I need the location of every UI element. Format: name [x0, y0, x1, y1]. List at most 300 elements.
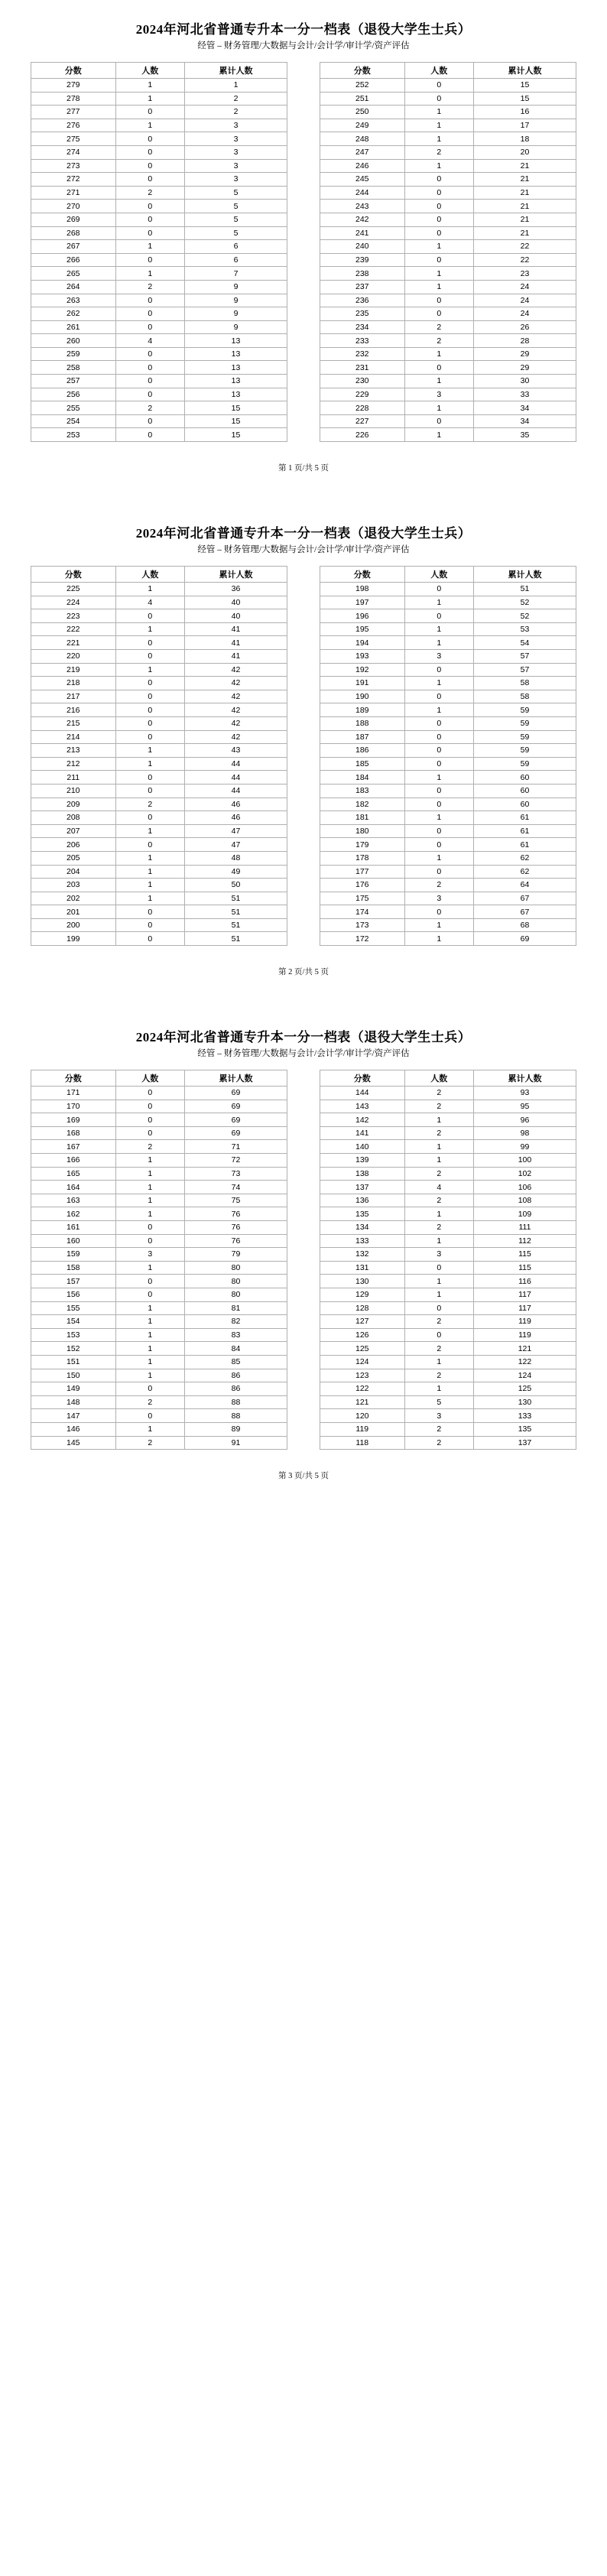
- cell-cumulative: 42: [184, 703, 287, 717]
- cell-score: 240: [320, 240, 405, 254]
- cell-count: 2: [404, 1167, 473, 1181]
- cell-score: 154: [31, 1315, 116, 1329]
- cell-cumulative: 109: [473, 1207, 576, 1221]
- table-row: [320, 1395, 576, 1409]
- cell-cumulative: 69: [473, 932, 576, 946]
- cell-score: 212: [31, 757, 116, 771]
- cell-count: 1: [115, 267, 184, 281]
- cell-cumulative: 21: [473, 186, 576, 200]
- cell-count: 1: [115, 879, 184, 892]
- cell-cumulative: 102: [473, 1167, 576, 1181]
- cell-cumulative: 84: [184, 1342, 287, 1356]
- cell-cumulative: 116: [473, 1275, 576, 1288]
- table-row: [31, 663, 287, 677]
- table-row: [31, 1301, 287, 1315]
- cell-score: 171: [31, 1087, 116, 1100]
- cell-score: 193: [320, 650, 405, 664]
- cell-cumulative: 124: [473, 1369, 576, 1382]
- table-row: [320, 690, 576, 703]
- cell-count: 2: [404, 1126, 473, 1140]
- cell-score: 273: [31, 159, 116, 173]
- cell-count: 0: [404, 716, 473, 730]
- cell-count: 1: [404, 401, 473, 415]
- table-row: [320, 375, 576, 388]
- cell-score: 217: [31, 690, 116, 703]
- cell-score: 261: [31, 320, 116, 334]
- cell-cumulative: 89: [184, 1422, 287, 1436]
- cell-count: 1: [404, 106, 473, 119]
- cell-cumulative: 86: [184, 1369, 287, 1382]
- table-row: [320, 1288, 576, 1301]
- cell-cumulative: 58: [473, 677, 576, 690]
- cell-score: 174: [320, 905, 405, 919]
- cell-cumulative: 50: [184, 879, 287, 892]
- table-row: [320, 771, 576, 784]
- table-row: [31, 865, 287, 879]
- column-header: 人数: [404, 63, 473, 79]
- table-row: [320, 650, 576, 664]
- cell-count: 2: [115, 401, 184, 415]
- table-row: [320, 401, 576, 415]
- cell-score: 214: [31, 730, 116, 744]
- tables-container: [31, 62, 576, 442]
- cell-score: 232: [320, 347, 405, 361]
- cell-score: 123: [320, 1369, 405, 1382]
- cell-cumulative: 108: [473, 1194, 576, 1207]
- cell-cumulative: 3: [184, 145, 287, 159]
- cell-count: 0: [404, 414, 473, 428]
- cell-cumulative: 80: [184, 1288, 287, 1301]
- cell-score: 187: [320, 730, 405, 744]
- cell-count: 0: [404, 730, 473, 744]
- cell-score: 241: [320, 226, 405, 240]
- table-row: [320, 92, 576, 106]
- cell-score: 127: [320, 1315, 405, 1329]
- cell-cumulative: 111: [473, 1221, 576, 1235]
- table-row: [31, 1140, 287, 1154]
- cell-score: 255: [31, 401, 116, 415]
- cell-score: 162: [31, 1207, 116, 1221]
- cell-count: 4: [115, 596, 184, 609]
- cell-count: 0: [404, 757, 473, 771]
- cell-count: 3: [404, 388, 473, 401]
- cell-cumulative: 13: [184, 388, 287, 401]
- table-row: [31, 1409, 287, 1423]
- page-footer: 第 1 页/共 5 页: [278, 464, 329, 473]
- cell-count: 0: [115, 226, 184, 240]
- cell-count: 1: [404, 267, 473, 281]
- table-row: [31, 388, 287, 401]
- cell-count: 0: [115, 716, 184, 730]
- cell-count: 0: [115, 1288, 184, 1301]
- cell-count: 0: [115, 811, 184, 825]
- cell-count: 0: [115, 1087, 184, 1100]
- cell-score: 203: [31, 879, 116, 892]
- cell-score: 257: [31, 375, 116, 388]
- cell-score: 177: [320, 865, 405, 879]
- cell-score: 208: [31, 811, 116, 825]
- cell-count: 0: [404, 690, 473, 703]
- table-row: [320, 1126, 576, 1140]
- cell-score: 253: [31, 428, 116, 442]
- table-row: [320, 583, 576, 596]
- table-row: [31, 1288, 287, 1301]
- table-row: [31, 784, 287, 797]
- cell-cumulative: 68: [473, 918, 576, 932]
- table-row: [320, 320, 576, 334]
- table-row: [320, 145, 576, 159]
- cell-count: 1: [404, 1207, 473, 1221]
- cell-cumulative: 15: [473, 79, 576, 93]
- cell-cumulative: 24: [473, 294, 576, 307]
- cell-cumulative: 43: [184, 744, 287, 758]
- column-header: 累计人数: [184, 1070, 287, 1087]
- cell-count: 0: [115, 106, 184, 119]
- cell-score: 119: [320, 1422, 405, 1436]
- cell-count: 3: [404, 1409, 473, 1423]
- column-header: 累计人数: [473, 63, 576, 79]
- cell-score: 239: [320, 253, 405, 267]
- cell-cumulative: 57: [473, 650, 576, 664]
- cell-count: 0: [115, 730, 184, 744]
- column-header: 累计人数: [184, 63, 287, 79]
- cell-count: 1: [115, 1261, 184, 1275]
- cell-cumulative: 9: [184, 280, 287, 294]
- page-subtitle: 经管 – 财务管理/大数据与会计/会计学/审计学/资产评估: [197, 1049, 410, 1059]
- cell-score: 156: [31, 1288, 116, 1301]
- cell-count: 1: [115, 1369, 184, 1382]
- cell-score: 254: [31, 414, 116, 428]
- table-row: [31, 173, 287, 187]
- table-row: [31, 879, 287, 892]
- cell-cumulative: 74: [184, 1181, 287, 1194]
- table-row: [31, 1328, 287, 1342]
- cell-score: 196: [320, 609, 405, 623]
- cell-score: 249: [320, 119, 405, 132]
- cell-cumulative: 80: [184, 1275, 287, 1288]
- table-row: [31, 744, 287, 758]
- table-row: [320, 1261, 576, 1275]
- cell-count: 0: [115, 650, 184, 664]
- cell-score: 126: [320, 1328, 405, 1342]
- cell-cumulative: 21: [473, 200, 576, 213]
- cell-score: 272: [31, 173, 116, 187]
- cell-count: 0: [404, 663, 473, 677]
- table-row: [31, 703, 287, 717]
- cell-cumulative: 121: [473, 1342, 576, 1356]
- cell-count: 0: [115, 1221, 184, 1235]
- cell-count: 0: [115, 307, 184, 321]
- cell-cumulative: 117: [473, 1288, 576, 1301]
- cell-cumulative: 91: [184, 1436, 287, 1450]
- table-row: [31, 267, 287, 281]
- cell-count: 2: [115, 280, 184, 294]
- cell-cumulative: 100: [473, 1154, 576, 1168]
- cell-cumulative: 34: [473, 401, 576, 415]
- cell-score: 160: [31, 1234, 116, 1248]
- cell-cumulative: 44: [184, 757, 287, 771]
- cell-count: 1: [404, 132, 473, 146]
- cell-count: 1: [115, 1181, 184, 1194]
- cell-cumulative: 48: [184, 851, 287, 865]
- cell-count: 1: [115, 1315, 184, 1329]
- cell-count: 0: [404, 307, 473, 321]
- page-footer: 第 3 页/共 5 页: [278, 1472, 329, 1481]
- cell-cumulative: 75: [184, 1194, 287, 1207]
- cell-cumulative: 7: [184, 267, 287, 281]
- cell-count: 1: [404, 596, 473, 609]
- cell-score: 188: [320, 716, 405, 730]
- cell-score: 245: [320, 173, 405, 187]
- cell-cumulative: 41: [184, 650, 287, 664]
- cell-cumulative: 62: [473, 851, 576, 865]
- cell-count: 0: [115, 677, 184, 690]
- cell-cumulative: 61: [473, 838, 576, 852]
- cell-cumulative: 33: [473, 388, 576, 401]
- cell-cumulative: 59: [473, 703, 576, 717]
- table-row: [31, 918, 287, 932]
- cell-count: 2: [404, 1369, 473, 1382]
- table-row: [320, 79, 576, 93]
- cell-score: 125: [320, 1342, 405, 1356]
- cell-score: 153: [31, 1328, 116, 1342]
- document-page: [0, 0, 607, 484]
- table-row: [320, 905, 576, 919]
- cell-cumulative: 46: [184, 811, 287, 825]
- table-row: [320, 1409, 576, 1423]
- cell-cumulative: 59: [473, 757, 576, 771]
- table-row: [320, 106, 576, 119]
- table-row: [31, 622, 287, 636]
- cell-score: 163: [31, 1194, 116, 1207]
- table-row: [320, 851, 576, 865]
- cell-count: 0: [404, 838, 473, 852]
- table-row: [320, 1301, 576, 1315]
- table-row: [320, 1181, 576, 1194]
- cell-score: 133: [320, 1234, 405, 1248]
- cell-score: 259: [31, 347, 116, 361]
- cell-count: 0: [115, 294, 184, 307]
- cell-cumulative: 42: [184, 730, 287, 744]
- cell-cumulative: 42: [184, 716, 287, 730]
- table-row: [31, 1154, 287, 1168]
- table-row: [31, 401, 287, 415]
- table-row: [31, 347, 287, 361]
- cell-score: 184: [320, 771, 405, 784]
- cell-cumulative: 88: [184, 1409, 287, 1423]
- table-row: [320, 757, 576, 771]
- table-row: [31, 1422, 287, 1436]
- cell-score: 130: [320, 1275, 405, 1288]
- cell-count: 1: [404, 1275, 473, 1288]
- cell-score: 246: [320, 159, 405, 173]
- cell-score: 180: [320, 824, 405, 838]
- table-header-row: [31, 567, 287, 583]
- cell-count: 0: [404, 200, 473, 213]
- table-row: [31, 145, 287, 159]
- table-header-row: [31, 63, 287, 79]
- table-row: [320, 240, 576, 254]
- table-row: [320, 267, 576, 281]
- cell-count: 1: [115, 1207, 184, 1221]
- cell-count: 4: [404, 1181, 473, 1194]
- cell-cumulative: 135: [473, 1422, 576, 1436]
- cell-cumulative: 20: [473, 145, 576, 159]
- cell-count: 0: [115, 784, 184, 797]
- cell-count: 2: [404, 1342, 473, 1356]
- cell-score: 262: [31, 307, 116, 321]
- cell-count: 1: [115, 622, 184, 636]
- cell-score: 176: [320, 879, 405, 892]
- table-row: [31, 716, 287, 730]
- cell-cumulative: 3: [184, 119, 287, 132]
- document-page: [0, 504, 607, 988]
- table-row: [320, 414, 576, 428]
- table-row: [31, 200, 287, 213]
- cell-count: 1: [404, 240, 473, 254]
- cell-score: 165: [31, 1167, 116, 1181]
- cell-score: 137: [320, 1181, 405, 1194]
- cell-count: 0: [404, 1301, 473, 1315]
- cell-count: 1: [404, 119, 473, 132]
- table-row: [320, 1422, 576, 1436]
- cell-count: 0: [404, 213, 473, 226]
- cell-score: 264: [31, 280, 116, 294]
- cell-cumulative: 54: [473, 636, 576, 650]
- cell-cumulative: 47: [184, 838, 287, 852]
- cell-score: 164: [31, 1181, 116, 1194]
- cell-score: 169: [31, 1113, 116, 1127]
- cell-count: 1: [115, 663, 184, 677]
- table-row: [31, 730, 287, 744]
- cell-count: 0: [404, 173, 473, 187]
- cell-cumulative: 5: [184, 213, 287, 226]
- cell-count: 0: [115, 838, 184, 852]
- cell-count: 2: [404, 1087, 473, 1100]
- table-row: [31, 213, 287, 226]
- cell-count: 0: [115, 320, 184, 334]
- cell-score: 252: [320, 79, 405, 93]
- cell-cumulative: 119: [473, 1315, 576, 1329]
- table-row: [31, 677, 287, 690]
- cell-score: 247: [320, 145, 405, 159]
- cell-count: 0: [115, 200, 184, 213]
- cell-score: 185: [320, 757, 405, 771]
- cell-cumulative: 137: [473, 1436, 576, 1450]
- cell-cumulative: 88: [184, 1395, 287, 1409]
- table-header-row: [320, 63, 576, 79]
- cell-cumulative: 17: [473, 119, 576, 132]
- cell-score: 211: [31, 771, 116, 784]
- cell-count: 2: [404, 1194, 473, 1207]
- cell-cumulative: 53: [473, 622, 576, 636]
- cell-score: 132: [320, 1248, 405, 1262]
- cell-cumulative: 80: [184, 1261, 287, 1275]
- cell-cumulative: 67: [473, 892, 576, 905]
- table-row: [31, 1342, 287, 1356]
- cell-count: 0: [404, 797, 473, 811]
- cell-score: 186: [320, 744, 405, 758]
- cell-score: 244: [320, 186, 405, 200]
- cell-count: 3: [115, 1248, 184, 1262]
- cell-score: 265: [31, 267, 116, 281]
- table-row: [320, 1154, 576, 1168]
- cell-count: 0: [115, 771, 184, 784]
- cell-score: 256: [31, 388, 116, 401]
- cell-count: 1: [404, 1154, 473, 1168]
- table-row: [320, 226, 576, 240]
- cell-cumulative: 42: [184, 663, 287, 677]
- table-row: [320, 361, 576, 375]
- cell-cumulative: 95: [473, 1100, 576, 1113]
- cell-cumulative: 122: [473, 1355, 576, 1369]
- cell-count: 2: [115, 1395, 184, 1409]
- cell-cumulative: 99: [473, 1140, 576, 1154]
- cell-cumulative: 21: [473, 226, 576, 240]
- cell-count: 1: [404, 428, 473, 442]
- cell-cumulative: 5: [184, 226, 287, 240]
- column-header: 分数: [31, 1070, 116, 1087]
- cell-count: 1: [404, 1234, 473, 1248]
- cell-cumulative: 133: [473, 1409, 576, 1423]
- table-row: [31, 771, 287, 784]
- cell-cumulative: 82: [184, 1315, 287, 1329]
- cell-cumulative: 36: [184, 583, 287, 596]
- table-row: [320, 622, 576, 636]
- cell-count: 1: [404, 918, 473, 932]
- cell-cumulative: 13: [184, 375, 287, 388]
- table-row: [320, 186, 576, 200]
- table-row: [320, 838, 576, 852]
- cell-cumulative: 9: [184, 320, 287, 334]
- table-row: [31, 1436, 287, 1450]
- table-row: [320, 703, 576, 717]
- cell-count: 0: [404, 294, 473, 307]
- page-separator: [0, 988, 607, 1008]
- table-row: [320, 1342, 576, 1356]
- cell-count: 0: [404, 361, 473, 375]
- column-header: 分数: [31, 567, 116, 583]
- table-row: [320, 200, 576, 213]
- cell-score: 131: [320, 1261, 405, 1275]
- cell-cumulative: 40: [184, 609, 287, 623]
- cell-count: 1: [404, 677, 473, 690]
- cell-score: 210: [31, 784, 116, 797]
- table-row: [320, 730, 576, 744]
- cell-count: 3: [404, 1248, 473, 1262]
- table-row: [320, 347, 576, 361]
- score-table-right: [320, 62, 576, 442]
- table-row: [31, 811, 287, 825]
- cell-count: 0: [115, 1409, 184, 1423]
- score-table-right: [320, 1070, 576, 1450]
- cell-count: 1: [404, 1140, 473, 1154]
- cell-count: 2: [404, 1221, 473, 1235]
- cell-count: 0: [404, 865, 473, 879]
- table-header-row: [320, 567, 576, 583]
- cell-score: 197: [320, 596, 405, 609]
- cell-score: 121: [320, 1395, 405, 1409]
- table-row: [31, 186, 287, 200]
- cell-count: 2: [115, 797, 184, 811]
- cell-score: 266: [31, 253, 116, 267]
- cell-cumulative: 57: [473, 663, 576, 677]
- table-row: [320, 811, 576, 825]
- cell-count: 2: [404, 1315, 473, 1329]
- cell-score: 242: [320, 213, 405, 226]
- table-row: [31, 92, 287, 106]
- table-row: [320, 307, 576, 321]
